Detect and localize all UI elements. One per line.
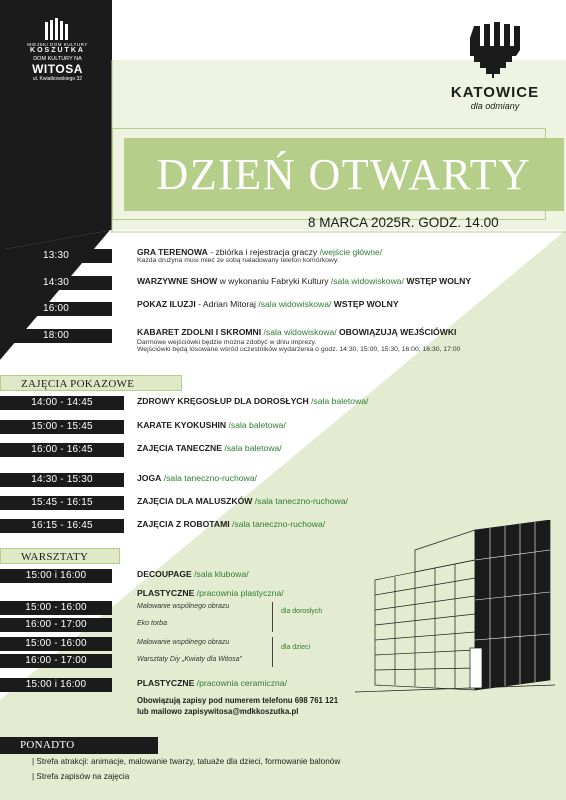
schedule-name: GRA TERENOWA: [137, 247, 208, 257]
extra-heading: PONADTO: [0, 737, 158, 754]
workshop-time-plastyczne2: 15:00 i 16:00: [0, 678, 112, 692]
schedule-time-4: 18:00: [0, 329, 112, 343]
schedule-venue: /sala widowiskowa/: [258, 299, 332, 309]
show-name: ZAJĘCIA TANECZNE: [137, 443, 222, 453]
adults-label: dla dorosłych: [281, 608, 323, 615]
show-name: ZDROWY KRĘGOSŁUP DLA DOROSŁYCH: [137, 396, 309, 406]
workshop-row-plastyczne2: [137, 678, 287, 688]
schedule-desc: - Adrian Mitoraj: [195, 299, 259, 309]
show-time-6: 16:15 - 16:45: [0, 519, 124, 533]
workshop-sub-time-4: 16:00 - 17:00: [0, 654, 112, 668]
schedule-note: Darmowe wejściówki będzie można zdobyć w dniu imprezy.: [137, 339, 317, 346]
show-name: ZAJĘCIA Z ROBOTAMI: [137, 519, 230, 529]
signup-info-1: Obowiązują zapisy pod numerem telefonu 698 761 121: [137, 696, 339, 705]
show-name: ZAJĘCIA DLA MALUSZKÓW: [137, 496, 253, 506]
show-venue: /sala taneczno-ruchowa/: [229, 519, 326, 529]
logo-line4: WITOSA: [32, 62, 83, 76]
schedule-row-3: [137, 299, 399, 309]
schedule-name: POKAZ ILUZJI: [137, 299, 196, 309]
extra-item-2: | Strefa zapisów na zajęcia: [32, 772, 130, 781]
schedule-extra: WSTĘP WOLNY: [403, 276, 472, 286]
schedule-venue: /wejście główne/: [319, 247, 383, 257]
show-row-5: [137, 496, 348, 506]
schedule-row-2: [137, 276, 471, 286]
logo-mark-icon: [43, 18, 73, 40]
workshop-name: PLASTYCZNE: [137, 588, 195, 598]
show-row-3: [137, 443, 282, 453]
show-time-1: 14:00 - 14:45: [0, 396, 124, 410]
adults-divider: [272, 602, 273, 632]
logo-line1: MIEJSKI DOM KULTURY: [27, 42, 88, 47]
page-title: DZIEŃ OTWARTY: [156, 150, 532, 199]
schedule-note: Wejściówki będą losowane wśród uczestników wydarzenia o godz. 14:30, 15:00, 15:30, 16:00, 16:30, 17:00: [137, 346, 461, 353]
schedule-time-2: 14:30: [0, 276, 112, 290]
schedule-row-4: [137, 327, 460, 353]
katowice-tagline: dla odmiany: [470, 101, 520, 111]
shows-heading: ZAJĘCIA POKAZOWE: [0, 375, 182, 391]
schedule-time-1: 13:30: [0, 249, 112, 263]
workshop-name: DECOUPAGE: [137, 569, 192, 579]
schedule-desc: w wykonaniu Fabryki Kultury: [217, 276, 331, 286]
signup-info-2: lub mailowo zapisywitosa@mdkkoszutka.pl: [137, 707, 299, 716]
workshop-venue: /pracownia plastyczna/: [194, 588, 284, 598]
schedule-name: KABARET ZDOLNI I SKROMNI: [137, 327, 262, 337]
logo-line2: KOSZUTKA: [30, 47, 85, 54]
workshop-row-decoupage: [137, 569, 249, 579]
workshop-sub-label-4: Warsztaty Diy „Kwiaty dla Witosa”: [137, 656, 242, 663]
show-row-1: [137, 396, 368, 406]
katowice-name: KATOWICE: [450, 84, 540, 101]
schedule-time-3: 16:00: [0, 302, 112, 316]
schedule-extra: OBOWIĄZUJĄ WEJŚCIÓWKI: [336, 327, 457, 337]
extra-item-1: | Strefa atrakcji: animacje, malowanie twarzy, tatuaże dla dzieci, formowanie balonów: [32, 757, 341, 766]
extra-item-text: Strefa atrakcji: animacje, malowanie twarzy, tatuaże dla dzieci, formowanie balonów: [36, 757, 341, 766]
logo-line3: DOM KULTURY NA: [33, 56, 82, 62]
workshop-sub-label-2: Eko torba: [137, 620, 167, 627]
show-time-3: 16:00 - 16:45: [0, 443, 124, 457]
workshop-time-decoupage: 15:00 i 16:00: [0, 569, 112, 583]
schedule-note: Każda drużyna musi mieć ze sobą naładowany telefon komórkowy.: [137, 257, 339, 264]
building-illustration: [355, 520, 555, 700]
mdk-logo: [10, 18, 105, 82]
show-venue: /sala taneczno-ruchowa/: [161, 473, 257, 483]
show-time-5: 15:45 - 16:15: [0, 496, 124, 510]
katowice-heart-icon: [470, 22, 520, 78]
workshop-sub-label-3: Malowanie wspólnego obrazu: [137, 639, 230, 646]
workshop-sub-time-2: 16:00 - 17:00: [0, 618, 112, 632]
workshop-venue: /sala klubowa/: [191, 569, 249, 579]
workshop-name: PLASTYCZNE: [137, 678, 195, 688]
kids-divider: [272, 637, 273, 667]
show-row-2: [137, 420, 286, 430]
logo-address: ul. Kwiatkowskiego 32: [32, 76, 83, 82]
schedule-row-1: [137, 247, 382, 264]
show-time-2: 15:00 - 15:45: [0, 420, 124, 434]
schedule-venue: /sala widowiskowa/: [263, 327, 337, 337]
event-date: 8 MARCA 2025R. GODZ. 14.00: [308, 215, 499, 230]
show-name: KARATE KYOKUSHIN: [137, 420, 227, 430]
show-venue: /sala baletowa/: [226, 420, 286, 430]
workshop-sub-time-3: 15:00 - 16:00: [0, 637, 112, 651]
schedule-name: WARZYWNE SHOW: [137, 276, 218, 286]
show-name: JOGA: [137, 473, 162, 483]
schedule-extra: WSTĘP WOLNY: [331, 299, 399, 309]
show-time-4: 14:30 - 15:30: [0, 473, 124, 487]
show-venue: /sala baletowa/: [308, 396, 369, 406]
katowice-logo: [440, 22, 550, 111]
workshop-sub-time-1: 15:00 - 16:00: [0, 601, 112, 615]
extra-item-text: Strefa zapisów na zajęcia: [36, 772, 130, 781]
workshop-row-plastyczne: [137, 588, 284, 598]
schedule-desc: - zbiórka i rejestracja graczy: [207, 247, 320, 257]
workshop-venue: /pracownia ceramiczna/: [194, 678, 287, 688]
show-venue: /sala taneczno-ruchowa/: [252, 496, 348, 506]
workshop-sub-label-1: Malowanie wspólnego obrazu: [137, 603, 230, 610]
schedule-venue: /sala widowiskowa/: [330, 276, 404, 286]
show-row-6: [137, 519, 325, 529]
kids-label: dla dzieci: [281, 644, 311, 651]
workshops-heading: WARSZTATY: [0, 548, 120, 564]
show-row-4: [137, 473, 257, 483]
show-venue: /sala baletowa/: [221, 443, 282, 453]
